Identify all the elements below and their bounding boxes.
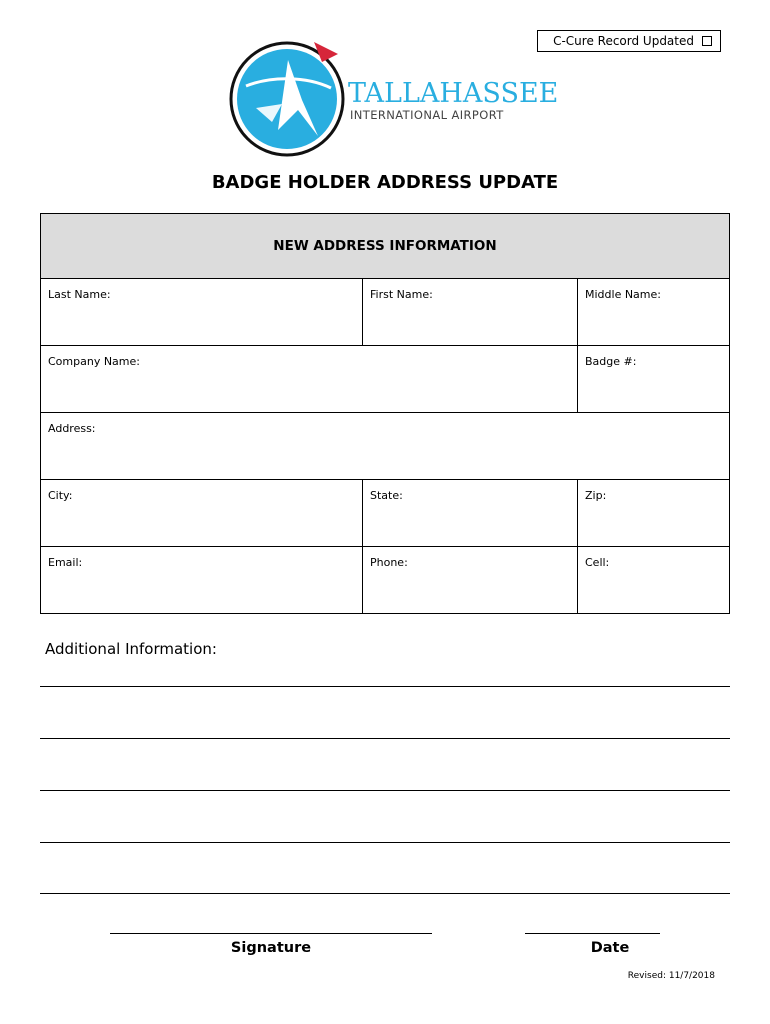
additional-info-line[interactable] — [40, 738, 730, 739]
address-label: Address: — [48, 422, 96, 435]
form-row-location — [41, 480, 729, 547]
form-row-address — [41, 413, 729, 480]
middle-name-field[interactable] — [578, 279, 729, 345]
email-label: Email: — [48, 556, 83, 569]
airport-logo-emblem-icon — [226, 38, 348, 160]
cell-field[interactable] — [578, 547, 729, 613]
ccure-record-updated — [537, 30, 721, 52]
badge-field[interactable] — [578, 346, 729, 412]
section-header: NEW ADDRESS INFORMATION — [41, 214, 729, 279]
zip-label: Zip: — [585, 489, 607, 502]
state-label: State: — [370, 489, 403, 502]
first-name-field[interactable] — [363, 279, 578, 345]
form-row-name — [41, 279, 729, 346]
form-row-contact — [41, 547, 729, 613]
form-row-company — [41, 346, 729, 413]
last-name-field[interactable] — [41, 279, 363, 345]
date-line[interactable] — [525, 933, 660, 934]
company-name-label: Company Name: — [48, 355, 140, 368]
city-label: City: — [48, 489, 73, 502]
date-label: Date — [590, 940, 630, 956]
phone-field[interactable] — [363, 547, 578, 613]
cell-label: Cell: — [585, 556, 610, 569]
ccure-label: C-Cure Record Updated — [553, 34, 694, 48]
additional-info-line[interactable] — [40, 842, 730, 843]
phone-label: Phone: — [370, 556, 408, 569]
additional-info-line[interactable] — [40, 790, 730, 791]
signature-line[interactable] — [110, 933, 432, 934]
additional-info-label: Additional Information: — [45, 640, 217, 658]
last-name-label: Last Name: — [48, 288, 111, 301]
signature-label: Signature — [230, 940, 312, 956]
badge-label: Badge #: — [585, 355, 637, 368]
first-name-label: First Name: — [370, 288, 433, 301]
additional-info-line[interactable] — [40, 893, 730, 894]
revised-date: Revised: 11/7/2018 — [627, 971, 715, 981]
address-form — [40, 213, 730, 614]
middle-name-label: Middle Name: — [585, 288, 661, 301]
company-name-field[interactable] — [41, 346, 578, 412]
email-field[interactable] — [41, 547, 363, 613]
airport-logo — [226, 38, 559, 160]
logo-brand-text: TALLAHASSEE — [348, 78, 559, 109]
address-field[interactable] — [41, 413, 729, 479]
ccure-checkbox[interactable] — [702, 36, 712, 46]
page-title: BADGE HOLDER ADDRESS UPDATE — [211, 172, 559, 193]
logo-subtitle-text: INTERNATIONAL AIRPORT — [350, 108, 504, 122]
city-field[interactable] — [41, 480, 363, 546]
state-field[interactable] — [363, 480, 578, 546]
additional-info-line[interactable] — [40, 686, 730, 687]
zip-field[interactable] — [578, 480, 729, 546]
